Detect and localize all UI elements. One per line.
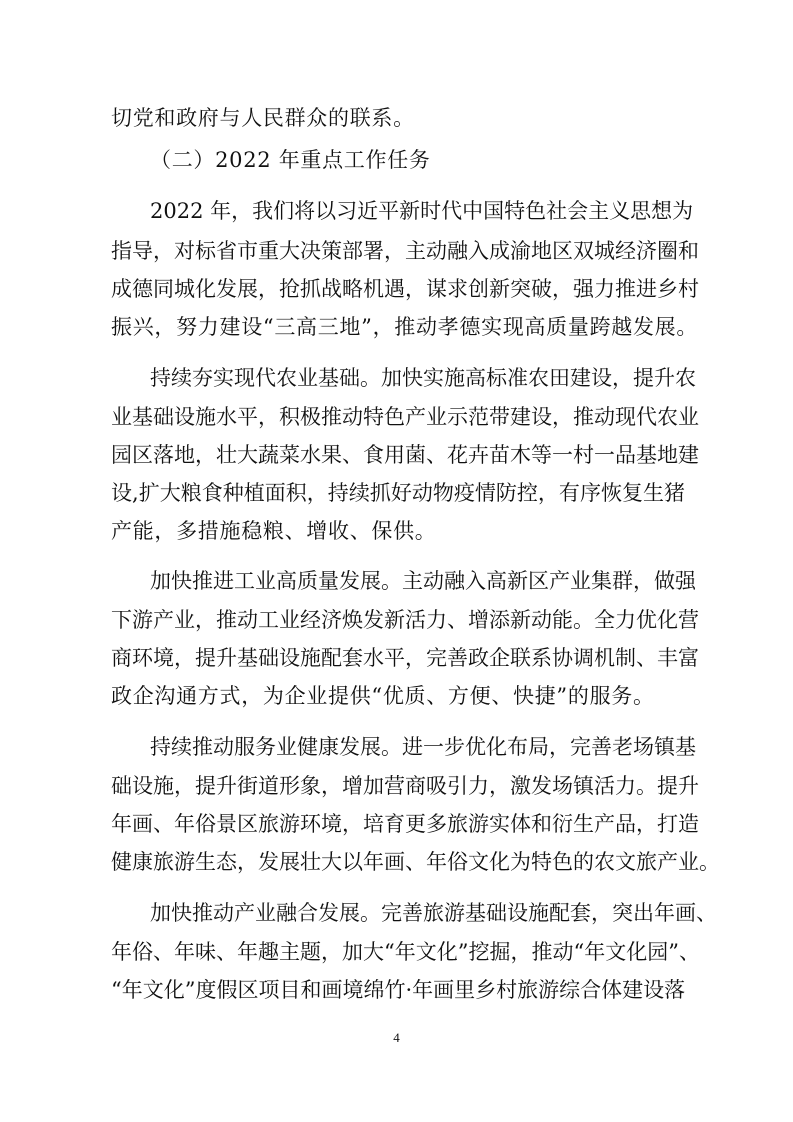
paragraph-3-line-2: 下游产业，推动工业经济焕发新活力、增添新动能。全力优化营	[111, 608, 699, 632]
paragraph-2-line-5: 产能，多措施稳粮、增收、保供。	[111, 519, 437, 543]
paragraph-1-line-1: 2022 年，我们将以习近平新时代中国特色社会主义思想为	[150, 199, 694, 223]
paragraph-5-line-3: “年文化”度假区项目和画境绵竹·年画里乡村旅游综合体建设落	[111, 978, 686, 1002]
page-number: 4	[393, 1030, 400, 1045]
paragraph-5-line-2: 年俗、年味、年趣主题，加大“年文化”挖掘，推动“年文化园”、	[111, 940, 700, 964]
paragraph-2-line-3: 园区落地，壮大蔬菜水果、食用菌、花卉苗木等一村一品基地建	[111, 443, 699, 467]
paragraph-1-line-2: 指导，对标省市重大决策部署，主动融入成渝地区双城经济圈和	[111, 239, 699, 263]
paragraph-2-line-2: 业基础设施水平，积极推动特色产业示范带建设，推动现代农业	[111, 405, 699, 429]
paragraph-3-line-1: 加快推进工业高质量发展。主动融入高新区产业集群，做强	[150, 569, 696, 593]
paragraph-2-line-4: 设,扩大粮食种植面积，持续抓好动物疫情防控，有序恢复生猪	[111, 481, 685, 505]
paragraph-3-line-3: 商环境，提升基础设施配套水平，完善政企联系协调机制、丰富	[111, 646, 699, 670]
section-heading: （二）2022 年重点工作任务	[150, 148, 431, 172]
paragraph-4-line-1: 持续推动服务业健康发展。进一步优化布局，完善老场镇基	[150, 735, 696, 759]
paragraph-1-line-4: 振兴，努力建设“三高三地”，推动孝德实现高质量跨越发展。	[111, 315, 699, 339]
paragraph-4-line-3: 年画、年俗景区旅游环境，培育更多旅游实体和衍生产品，打造	[111, 812, 699, 836]
paragraph-1-line-3: 成德同城化发展，抢抓战略机遇，谋求创新突破，强力推进乡村	[111, 277, 699, 301]
paragraph-3-line-4: 政企沟通方式，为企业提供“优质、方便、快捷”的服务。	[111, 684, 655, 708]
paragraph-5-line-1: 加快推动产业融合发展。完善旅游基础设施配套，突出年画、	[150, 901, 717, 925]
paragraph-4-line-4: 健康旅游生态，发展壮大以年画、年俗文化为特色的农文旅产业。	[111, 850, 720, 874]
paragraph-2-line-1: 持续夯实现代农业基础。加快实施高标准农田建设，提升农	[150, 366, 696, 390]
intro-line: 切党和政府与人民群众的联系。	[111, 106, 415, 130]
paragraph-4-line-2: 础设施，提升街道形象，增加营商吸引力，激发场镇活力。提升	[111, 774, 699, 798]
